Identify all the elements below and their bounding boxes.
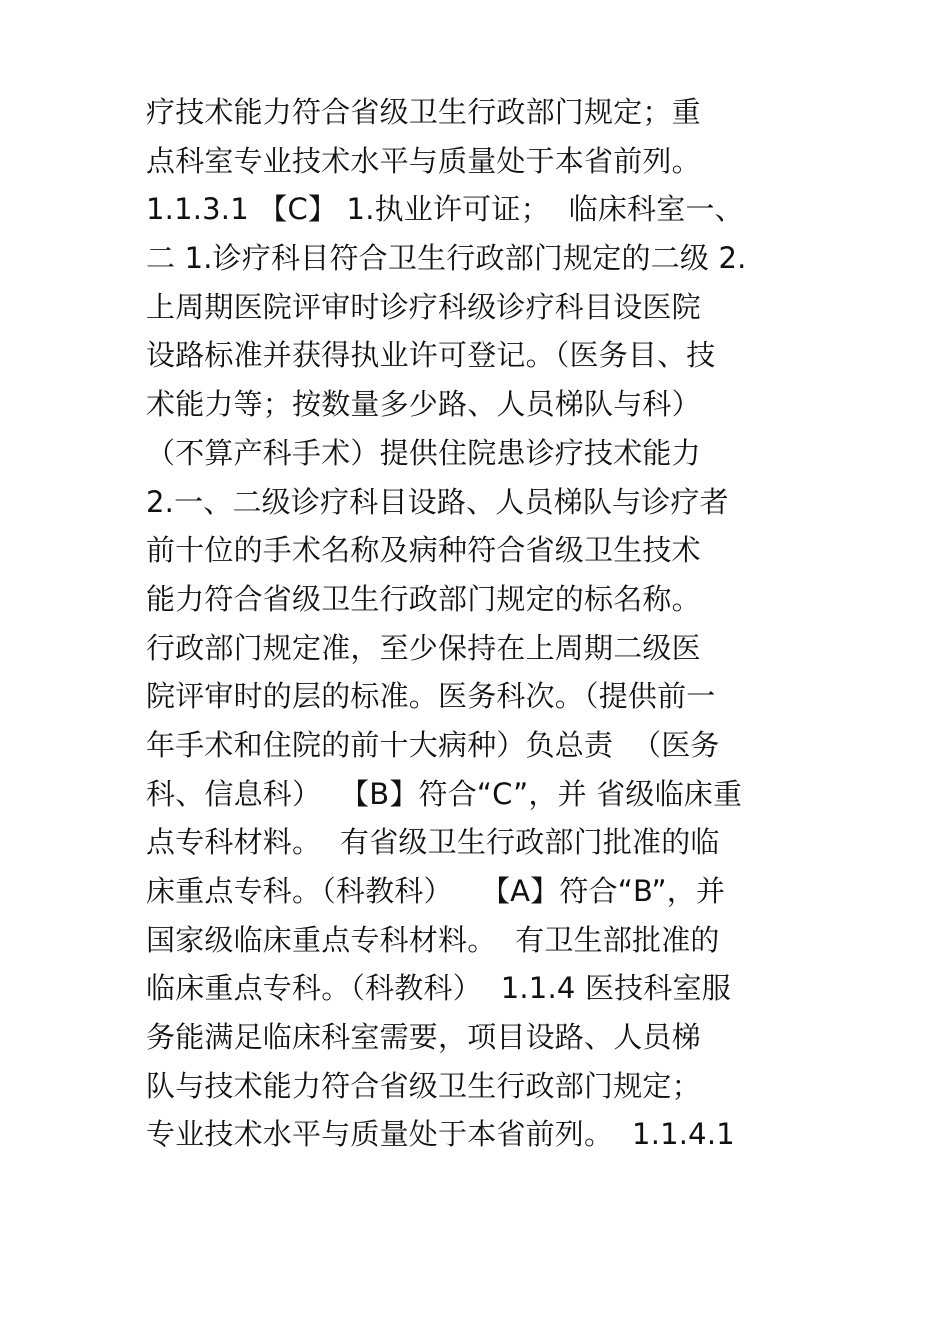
text-line: 队与技术能力符合省级卫生行政部门规定； xyxy=(146,1068,701,1103)
text-line: 2.一、二级诊疗科目设路、人员梯队与诊疗者 xyxy=(146,484,729,519)
text-line: （不算产科手术）提供住院患诊疗技术能力 xyxy=(146,435,701,470)
text-line: 术能力等；按数量多少路、人员梯队与科） xyxy=(146,387,701,422)
text-line: 务能满足临床科室需要，项目设路、人员梯 xyxy=(146,1020,701,1055)
text-line: 点科室专业技术水平与质量处于本省前列。 xyxy=(146,143,701,178)
text-line: 能力符合省级卫生行政部门规定的标名称。 xyxy=(146,581,701,616)
text-line: 科、信息科） 【B】符合“C”，并 省级临床重 xyxy=(146,776,743,811)
text-line: 疗技术能力符合省级卫生行政部门规定；重 xyxy=(146,95,701,129)
text-line: 床重点专科。（科教科） 【A】符合“B”，并 xyxy=(146,874,726,908)
text-line: 上周期医院评审时诊疗科级诊疗科目设医院 xyxy=(146,289,701,324)
text-line: 行政部门规定准，至少保持在上周期二级医 xyxy=(146,630,701,665)
text-line: 临床重点专科。（科教科） 1.1.4 医技科室服 xyxy=(146,971,731,1006)
body-text xyxy=(146,88,826,1159)
text-line: 年手术和住院的前十大病种）负总责 （医务 xyxy=(146,727,720,762)
text-line: 专业技术水平与质量处于本省前列。 1.1.4.1 xyxy=(146,1117,735,1152)
text-line: 院评审时的层的标准。医务科次。（提供前一 xyxy=(146,679,716,714)
text-line: 点专科材料。 有省级卫生行政部门批准的临 xyxy=(146,825,720,860)
text-line: 二 1.诊疗科目符合卫生行政部门规定的二级 2. xyxy=(146,241,747,276)
text-line: 前十位的手术名称及病种符合省级卫生技术 xyxy=(146,533,701,568)
text-line: 国家级临床重点专科材料。 有卫生部批准的 xyxy=(146,922,720,957)
text-line: 设路标准并获得执业许可登记。（医务目、技 xyxy=(146,338,716,373)
text-line: 1.1.3.1 【C】 1.执业许可证； 临床科室一、 xyxy=(146,192,744,227)
